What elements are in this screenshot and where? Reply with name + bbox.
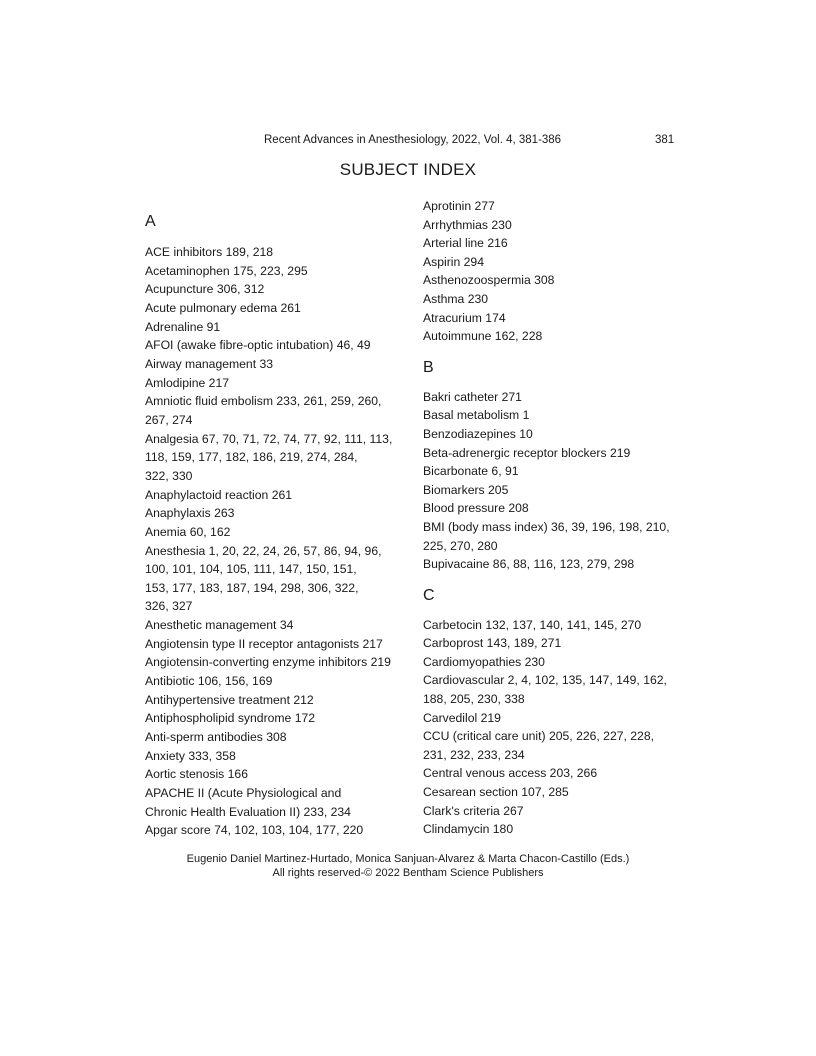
index-entry bbox=[145, 430, 405, 486]
index-entry bbox=[145, 336, 405, 355]
index-entry-continuation: 326, 327 bbox=[145, 599, 193, 614]
index-entry-term: BMI (body mass index) 36, 39, 196, 198, 210, bbox=[423, 519, 670, 534]
index-entry-term: Anti-sperm antibodies 308 bbox=[145, 730, 287, 745]
index-entry-term: Aortic stenosis 166 bbox=[145, 767, 248, 782]
index-entry bbox=[145, 542, 405, 617]
index-entry bbox=[423, 234, 683, 253]
index-entry-continuation: 225, 270, 280 bbox=[423, 538, 498, 553]
index-entry bbox=[423, 499, 683, 518]
index-entry bbox=[423, 462, 683, 481]
index-entry bbox=[423, 802, 683, 821]
index-entry-term: Cesarean section 107, 285 bbox=[423, 785, 569, 800]
index-entry-term: Antihypertensive treatment 212 bbox=[145, 692, 314, 707]
index-entry-term: Carbetocin 132, 137, 140, 141, 145, 270 bbox=[423, 617, 642, 632]
section-b bbox=[423, 357, 683, 574]
index-entry-term: Biomarkers 205 bbox=[423, 482, 509, 497]
index-entry-term: Arrhythmias 230 bbox=[423, 217, 512, 232]
index-entry-continuation: 188, 205, 230, 338 bbox=[423, 692, 525, 707]
index-entry-term: Antiphospholipid syndrome 172 bbox=[145, 711, 316, 726]
index-entry-continuation: 231, 232, 233, 234 bbox=[423, 747, 525, 762]
index-entry bbox=[423, 616, 683, 635]
page-title: SUBJECT INDEX bbox=[339, 160, 477, 179]
index-entry bbox=[145, 728, 405, 747]
section-gap bbox=[423, 346, 683, 357]
index-entry-term: Anxiety 333, 358 bbox=[145, 748, 236, 763]
index-entry bbox=[145, 616, 405, 635]
section-letter-a: A bbox=[145, 213, 156, 230]
index-entry bbox=[145, 243, 405, 262]
index-entry-term: Anemia 60, 162 bbox=[145, 524, 231, 539]
index-entry-term: Basal metabolism 1 bbox=[423, 408, 530, 423]
index-entry-term: Aprotinin 277 bbox=[423, 199, 495, 213]
index-entry bbox=[145, 523, 405, 542]
index-entry bbox=[145, 784, 405, 821]
footer bbox=[0, 853, 816, 880]
entry-list bbox=[145, 243, 405, 840]
index-entry-term: AFOI (awake fibre-optic intubation) 46, 49 bbox=[145, 338, 371, 353]
index-entry-term: Amniotic fluid embolism 233, 261, 259, 260, bbox=[145, 394, 382, 409]
index-entry-term: Anaphylactoid reaction 261 bbox=[145, 487, 293, 502]
index-entry bbox=[145, 318, 405, 337]
index-entry-term: Angiotensin-converting enzyme inhibitors 219 bbox=[145, 655, 391, 670]
index-entry bbox=[145, 821, 405, 840]
index-entry-term: Acute pulmonary edema 261 bbox=[145, 300, 301, 315]
index-entry bbox=[423, 290, 683, 309]
index-entry bbox=[145, 355, 405, 374]
index-entry bbox=[145, 635, 405, 654]
index-entry bbox=[423, 555, 683, 574]
index-entry bbox=[145, 691, 405, 710]
index-entry-term: Aspirin 294 bbox=[423, 254, 484, 269]
index-entry-term: Clark's criteria 267 bbox=[423, 803, 524, 818]
index-entry-term: Amlodipine 217 bbox=[145, 375, 230, 390]
section-gap bbox=[423, 574, 683, 585]
index-entry-term: Clindamycin 180 bbox=[423, 822, 514, 837]
index-entry bbox=[145, 280, 405, 299]
index-entry-term: Bakri catheter 271 bbox=[423, 389, 522, 404]
index-entry-continuation: 100, 101, 104, 105, 111, 147, 150, 151, bbox=[145, 562, 357, 577]
index-entry-term: Carboprost 143, 189, 271 bbox=[423, 636, 562, 651]
index-entry-term: Airway management 33 bbox=[145, 356, 274, 371]
index-entry-term: Cardiomyopathies 230 bbox=[423, 654, 545, 669]
index-entry bbox=[145, 747, 405, 766]
entry-list bbox=[423, 616, 683, 839]
index-entry-term: Adrenaline 91 bbox=[145, 319, 221, 334]
index-entry-term: Anesthesia 1, 20, 22, 24, 26, 57, 86, 94, 96, bbox=[145, 543, 382, 558]
index-entry-term: Acupuncture 306, 312 bbox=[145, 282, 265, 297]
index-entry bbox=[145, 709, 405, 728]
index-entry-term: Central venous access 203, 266 bbox=[423, 766, 598, 781]
index-entry bbox=[423, 727, 683, 764]
index-entry bbox=[423, 271, 683, 290]
footer-editors: Eugenio Daniel Martinez-Hurtado, Monica Sanjuan-Alvarez & Marta Chacon-Castillo (Eds.) bbox=[186, 853, 630, 865]
footer-copyright: All rights reserved-© 2022 Bentham Science Publishers bbox=[272, 866, 544, 879]
index-entry bbox=[423, 764, 683, 783]
index-entry bbox=[423, 653, 683, 672]
index-entry-continuation: Chronic Health Evaluation II) 233, 234 bbox=[145, 804, 351, 819]
index-entry bbox=[423, 444, 683, 463]
section-a bbox=[145, 211, 405, 840]
index-entry bbox=[423, 820, 683, 839]
index-entry bbox=[423, 634, 683, 653]
index-entry bbox=[423, 197, 683, 216]
index-entry bbox=[423, 425, 683, 444]
index-entry bbox=[423, 709, 683, 728]
index-entry-term: Autoimmune 162, 228 bbox=[423, 329, 543, 344]
index-entry bbox=[423, 253, 683, 272]
index-entry-term: Antibiotic 106, 156, 169 bbox=[145, 674, 273, 689]
index-entry bbox=[145, 765, 405, 784]
index-entry bbox=[423, 783, 683, 802]
index-entry bbox=[145, 392, 405, 429]
index-entry bbox=[145, 486, 405, 505]
index-entry-term: Carvedilol 219 bbox=[423, 710, 501, 725]
index-entry-term: Bicarbonate 6, 91 bbox=[423, 464, 519, 479]
index-entry-continuation: 118, 159, 177, 182, 186, 219, 274, 284, bbox=[145, 450, 358, 465]
section-a-continued bbox=[423, 197, 683, 346]
index-entry-term: Blood pressure 208 bbox=[423, 501, 529, 516]
index-entry bbox=[145, 374, 405, 393]
index-entry-term: Beta-adrenergic receptor blockers 219 bbox=[423, 445, 631, 460]
index-entry-term: Bupivacaine 86, 88, 116, 123, 279, 298 bbox=[423, 557, 635, 572]
section-c bbox=[423, 585, 683, 839]
index-entry-term: Anaphylaxis 263 bbox=[145, 506, 235, 521]
index-entry bbox=[145, 262, 405, 281]
index-entry-term: Anesthetic management 34 bbox=[145, 618, 294, 633]
index-entry-term: Asthma 230 bbox=[423, 291, 489, 306]
index-entry-continuation: 267, 274 bbox=[145, 412, 193, 427]
running-head: Recent Advances in Anesthesiology, 2022, Vol. 4, 381-386 bbox=[264, 134, 562, 146]
index-entry-term: Analgesia 67, 70, 71, 72, 74, 77, 92, 111, 113, bbox=[145, 431, 393, 446]
index-entry-term: Angiotensin type II receptor antagonists 217 bbox=[145, 636, 383, 651]
index-entry bbox=[423, 481, 683, 500]
entry-list bbox=[423, 197, 683, 346]
index-entry bbox=[423, 216, 683, 235]
index-entry-term: CCU (critical care unit) 205, 226, 227, 228, bbox=[423, 729, 654, 744]
index-entry-term: Apgar score 74, 102, 103, 104, 177, 220 bbox=[145, 823, 364, 838]
index-column-right bbox=[423, 197, 683, 839]
index-column-left bbox=[145, 208, 405, 840]
entry-list bbox=[423, 388, 683, 574]
index-entry-term: Arterial line 216 bbox=[423, 236, 508, 251]
index-entry-continuation: 322, 330 bbox=[145, 468, 193, 483]
index-entry bbox=[423, 406, 683, 425]
index-entry-term: Acetaminophen 175, 223, 295 bbox=[145, 263, 308, 278]
index-entry-continuation: 153, 177, 183, 187, 194, 298, 306, 322, bbox=[145, 580, 359, 595]
index-entry bbox=[145, 653, 405, 672]
index-entry bbox=[145, 299, 405, 318]
section-letter-c: C bbox=[423, 586, 435, 604]
index-entry bbox=[145, 504, 405, 523]
index-entry bbox=[423, 388, 683, 407]
index-entry bbox=[423, 518, 683, 555]
page-number: 381 bbox=[655, 134, 675, 146]
index-entry-term: APACHE II (Acute Physiological and bbox=[145, 786, 342, 801]
index-entry bbox=[145, 672, 405, 691]
index-entry-term: Cardiovascular 2, 4, 102, 135, 147, 149, 162, bbox=[423, 673, 667, 688]
index-entry-term: Atracurium 174 bbox=[423, 310, 506, 325]
section-letter-b: B bbox=[423, 358, 434, 376]
index-entry bbox=[423, 309, 683, 328]
index-entry-term: Benzodiazepines 10 bbox=[423, 426, 533, 441]
index-entry-term: ACE inhibitors 189, 218 bbox=[145, 245, 274, 259]
index-entry bbox=[423, 327, 683, 346]
index-entry-term: Asthenozoospermia 308 bbox=[423, 273, 555, 288]
index-entry bbox=[423, 671, 683, 708]
